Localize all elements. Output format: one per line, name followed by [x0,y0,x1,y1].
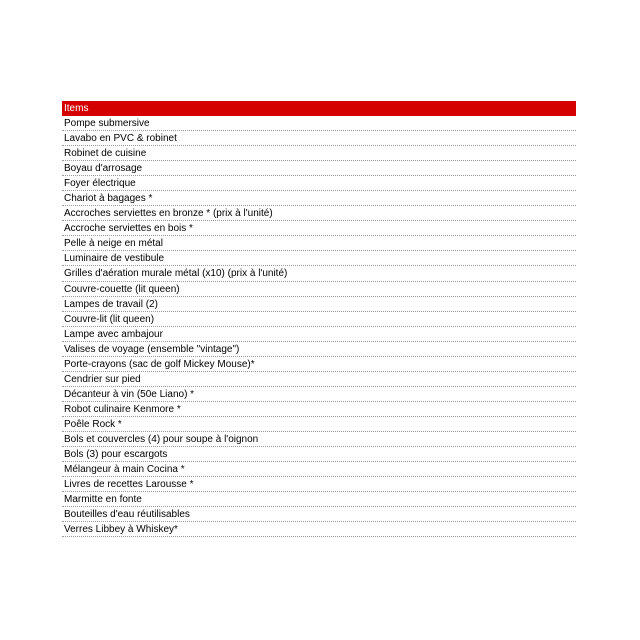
table-row[interactable]: Grilles d'aération murale métal (x10) (prix à l'unité) [62,266,576,281]
table-row[interactable]: Bols (3) pour escargots [62,447,576,462]
table-row[interactable]: Porte-crayons (sac de golf Mickey Mouse)* [62,357,576,372]
table-row[interactable]: Pelle à neige en métal [62,236,576,251]
table-row[interactable]: Boyau d'arrosage [62,161,576,176]
table-row[interactable]: Poêle Rock * [62,417,576,432]
table-row[interactable]: Cendrier sur pied [62,372,576,387]
table-row[interactable]: Bouteilles d'eau réutilisables [62,507,576,522]
table-row[interactable]: Pompe submersive [62,116,576,131]
table-row[interactable]: Couvre-lit (lit queen) [62,312,576,327]
table-row[interactable]: Luminaire de vestibule [62,251,576,266]
items-table [62,101,576,537]
table-row[interactable]: Mélangeur à main Cocina * [62,462,576,477]
table-row[interactable]: Accroches serviettes en bronze * (prix à l'unité) [62,206,576,221]
table-row[interactable]: Lampe avec ambajour [62,327,576,342]
table-row[interactable]: Accroche serviettes en bois * [62,221,576,236]
table-row[interactable]: Marmitte en fonte [62,492,576,507]
table-row[interactable]: Chariot à bagages * [62,191,576,206]
table-row[interactable]: Livres de recettes Larousse * [62,477,576,492]
table-row[interactable]: Robot culinaire Kenmore * [62,402,576,417]
table-row[interactable]: Foyer électrique [62,176,576,191]
table-row[interactable]: Lavabo en PVC & robinet [62,131,576,146]
table-row[interactable]: Couvre-couette (lit queen) [62,282,576,297]
table-row[interactable]: Robinet de cuisine [62,146,576,161]
table-row[interactable]: Valises de voyage (ensemble "vintage") [62,342,576,357]
table-row[interactable]: Verres Libbey à Whiskey* [62,522,576,537]
table-row[interactable]: Décanteur à vin (50e Liano) * [62,387,576,402]
table-header[interactable]: Items [62,101,576,116]
table-row[interactable]: Lampes de travail (2) [62,297,576,312]
table-body [62,116,576,537]
table-row[interactable]: Bols et couvercles (4) pour soupe à l'oignon [62,432,576,447]
